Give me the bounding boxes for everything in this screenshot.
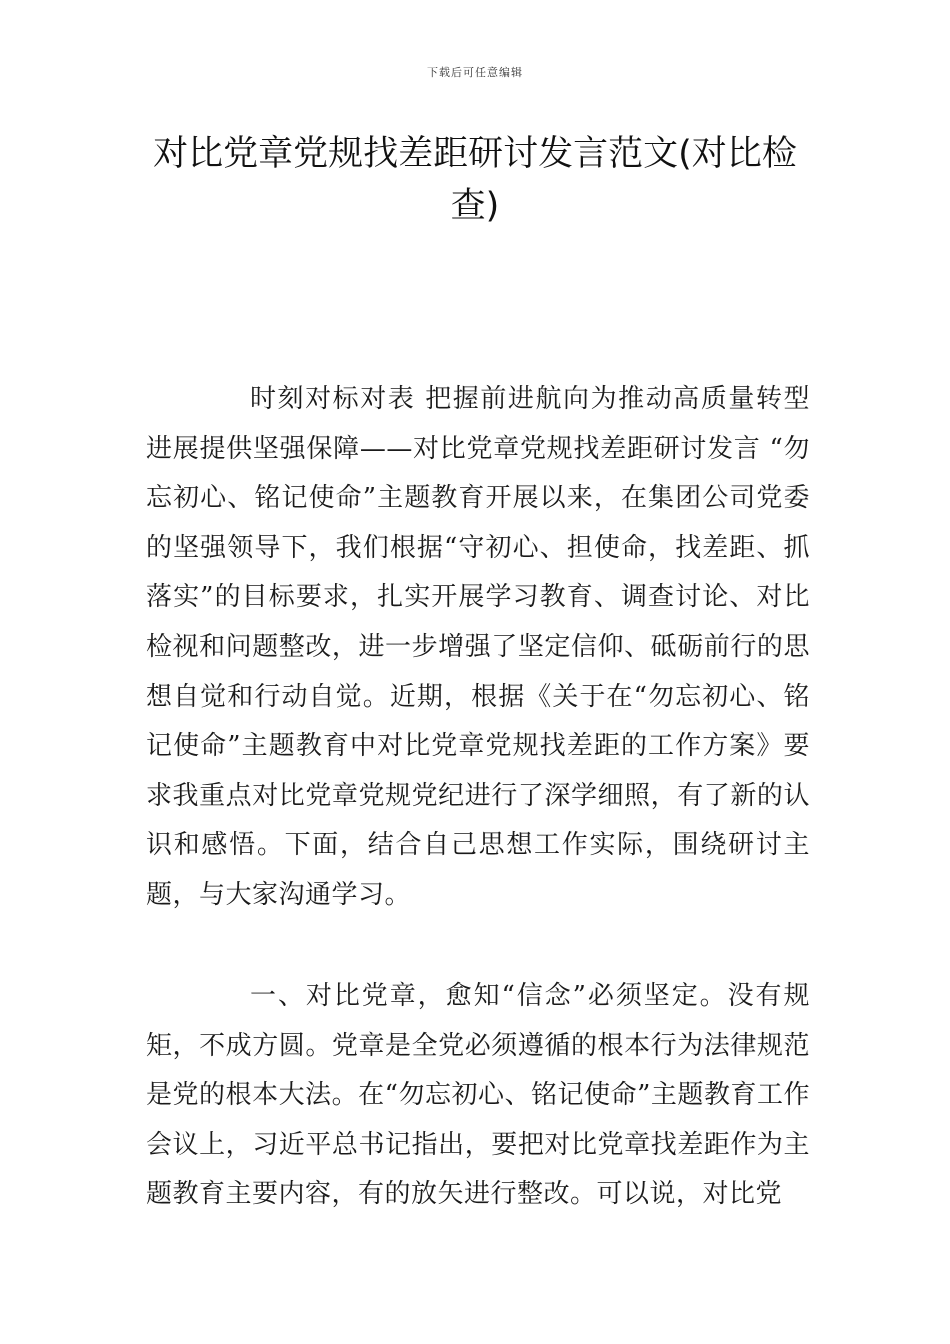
download-note: 下载后可任意编辑	[427, 66, 523, 79]
body-paragraph-2: 一、对比党章，愈知“信念”必须坚定。没有规矩，不成方圆。党章是全党必须遵循的根本行为法律规范是党的根本大法。在“勿忘初心、铭记使命”主题教育工作会议上，习近平总书记指出，要把对比党章找差距作为主题教育主要内容，有的放矢进行整改。可以说，对比党	[146, 981, 810, 1210]
document-title: 对比党章党规找差距研讨发言范文(对比检查)	[153, 134, 797, 226]
body-paragraph-1: 时刻对标对表 把握前进航向为推动高质量转型进展提供坚强保障——对比党章党规找差距研讨发言 “勿忘初心、铭记使命”主题教育开展以来，在集团公司党委的坚强领导下，我们根据“守初心、担使命，找差距、抓落实”的目标要求，扎实开展学习教育、调查讨论、对比检视和问题整改，进一步增强了坚定信仰、砥砺前行的思想自觉和行动自觉。近期，根据《关于在“勿忘初心、铭记使命”主题教育中对比党章党规找差距的工作方案》要求我重点对比党章党规党纪进行了深学细照，有了新的认识和感悟。下面，结合自己思想工作实际，围绕研讨主题，与大家沟通学习。	[146, 384, 810, 910]
